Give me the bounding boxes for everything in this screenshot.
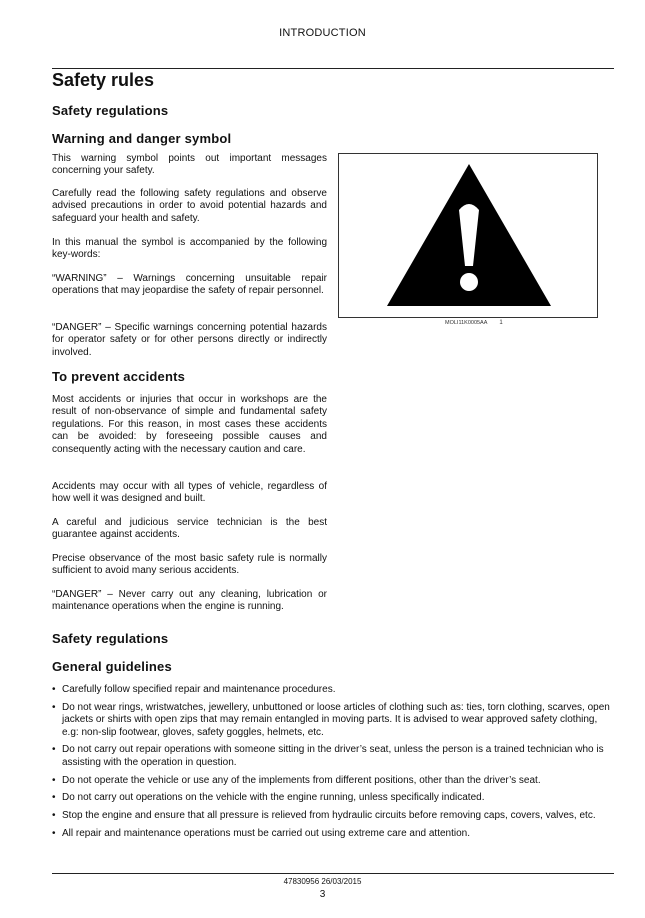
- figure-caption: [445, 320, 503, 326]
- bullet: •: [52, 701, 56, 713]
- figure-number: 1: [499, 320, 503, 326]
- section-heading-prevent-accidents: To prevent accidents: [52, 369, 186, 384]
- list-item: [52, 828, 614, 840]
- footer-divider: [52, 873, 614, 874]
- warning-symbol-figure: [338, 153, 598, 318]
- warning-paragraph: This warning symbol points out important messages concerning your safety.: [52, 153, 327, 177]
- bullet: •: [52, 744, 56, 756]
- warning-paragraph: “DANGER” – Specific warnings concerning potential hazards for operator safety or for other persons directly or indirectly involved.: [52, 322, 327, 358]
- guideline-text: Do not operate the vehicle or use any of the implements from different positions, other than the driver’s seat.: [62, 774, 541, 786]
- section-heading-warning-symbol: Warning and danger symbol: [52, 131, 232, 146]
- warning-paragraph: Carefully read the following safety regulations and observe advised precautions in order to avoid potential hazards and safeguard your health and safety.: [52, 188, 327, 224]
- section-heading-safety-regulations: Safety regulations: [52, 103, 169, 118]
- bullet: •: [52, 774, 56, 786]
- guideline-text: Stop the engine and ensure that all pressure is relieved from hydraulic circuits before removing caps, covers, valves, etc.: [62, 810, 596, 822]
- warning-paragraph: “WARNING” – Warnings concerning unsuitable repair operations that may jeopardise the safety of repair personnel.: [52, 273, 327, 297]
- list-item: [52, 702, 614, 739]
- section-heading-safety-regulations: Safety regulations: [52, 631, 169, 646]
- accident-paragraph: Precise observance of the most basic safety rule is normally sufficient to avoid many serious accidents.: [52, 553, 327, 577]
- guidelines-list: [52, 684, 614, 846]
- guideline-text: Do not carry out operations on the vehicle with the engine running, unless specifically indicated.: [62, 792, 485, 804]
- list-item: [52, 810, 614, 822]
- guideline-text: Do not carry out repair operations with someone sitting in the driver’s seat, unless the person is a trained technician who is assisting with the operation in question.: [62, 744, 604, 768]
- warning-triangle-icon: [339, 154, 597, 317]
- bullet: •: [52, 684, 56, 695]
- list-item: [52, 775, 614, 787]
- accident-paragraph: A careful and judicious service technician is the best guarantee against accidents.: [52, 517, 327, 541]
- guideline-text: All repair and maintenance operations must be carried out using extreme care and attention.: [62, 828, 471, 839]
- bullet: •: [52, 792, 56, 804]
- list-item: [52, 744, 614, 769]
- bullet: •: [52, 810, 56, 822]
- guideline-text: Do not wear rings, wristwatches, jewellery, unbuttoned or loose articles of clothing such as: ties, torn clothing, scarves, open jackets or shirts with open zips that may remain entangled in moving parts. It is advised to wear approved safety clothing, e.g: non-slip footwear, gloves, safety goggles, helmets, etc.: [62, 701, 610, 738]
- warning-paragraph: In this manual the symbol is accompanied by the following key-words:: [52, 237, 327, 261]
- accident-paragraph: Most accidents or injuries that occur in workshops are the result of non-observance of simple and fundamental safety regulations. For this reason, in most cases these accidents can be avoided: by foreseeing possible causes and consequently acting with the necessary caution and care.: [52, 394, 327, 455]
- header-divider: [52, 68, 614, 69]
- accident-paragraph: Accidents may occur with all types of vehicle, regardless of how well it was designed and built.: [52, 481, 327, 505]
- list-item: [52, 792, 614, 804]
- document-reference: 47830956 26/03/2015: [283, 877, 362, 886]
- page-title: Safety rules: [52, 70, 155, 90]
- bullet: •: [52, 828, 56, 839]
- section-heading-general-guidelines: General guidelines: [52, 659, 172, 674]
- page-number: 3: [319, 889, 326, 900]
- running-header: INTRODUCTION: [279, 27, 366, 39]
- accident-paragraph: “DANGER” – Never carry out any cleaning, lubrication or maintenance operations when the engine is running.: [52, 589, 327, 613]
- guideline-text: Carefully follow specified repair and maintenance procedures.: [62, 684, 336, 695]
- list-item: [52, 684, 614, 696]
- figure-code: MOLI11K0005AA: [445, 320, 488, 326]
